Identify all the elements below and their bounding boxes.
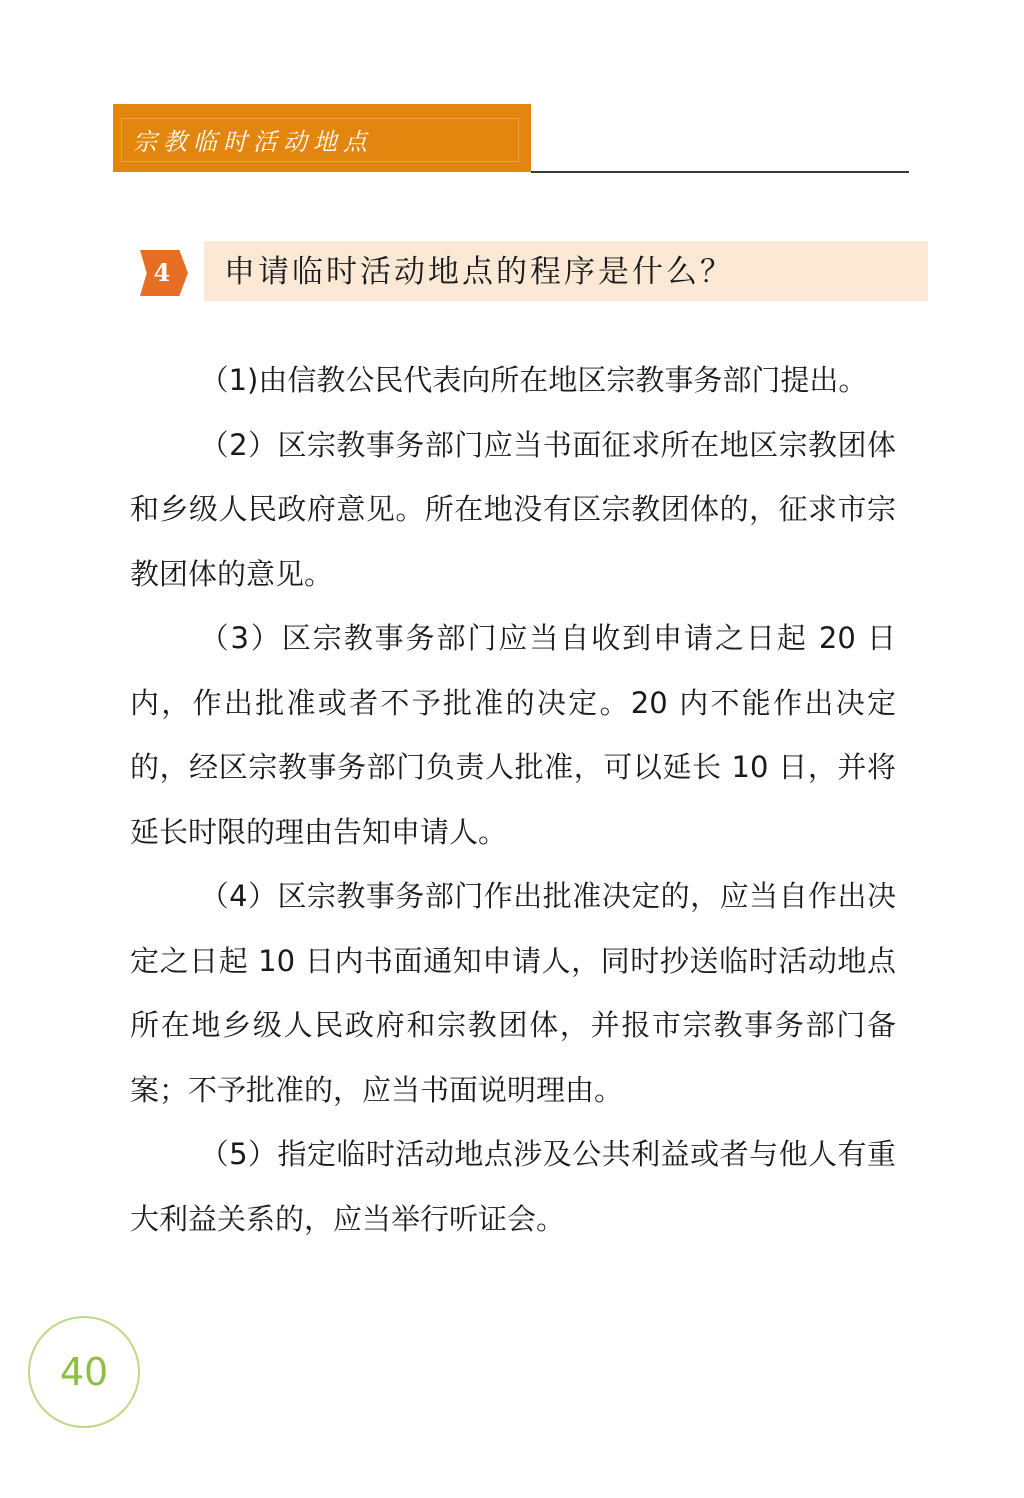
- question-number: 4: [153, 258, 171, 287]
- answer-paragraph-5: （5）指定临时活动地点涉及公共利益或者与他人有重大利益关系的，应当举行听证会。: [130, 1137, 896, 1236]
- answer-paragraph-3: （3）区宗教事务部门应当自收到申请之日起 20 日内，作出批准或者不予批准的决定。20 内不能作出决定的，经区宗教事务部门负责人批准，可以延长 10 日，并将延长时限的理由告知申请人。: [130, 621, 896, 849]
- header-divider: [531, 171, 909, 173]
- answer-paragraph-4: （4）区宗教事务部门作出批准决定的，应当自作出决定之日起 10 日内书面通知申请人，同时抄送临时活动地点所在地乡级人民政府和宗教团体，并报市宗教事务部门备案；不予批准的，应当书面说明理由。: [130, 879, 896, 1107]
- page-number: 40: [59, 1350, 109, 1394]
- answer-body: [130, 348, 896, 1251]
- answer-paragraph-2: （2）区宗教事务部门应当书面征求所在地区宗教团体和乡级人民政府意见。所在地没有区宗教团体的，征求市宗教团体的意见。: [130, 427, 896, 591]
- answer-paragraph-1: （1)由信教公民代表向所在地区宗教事务部门提出。: [199, 363, 868, 397]
- section-title: 宗教临时活动地点: [133, 128, 373, 156]
- question-title: 申请临时活动地点的程序是什么？: [224, 254, 734, 290]
